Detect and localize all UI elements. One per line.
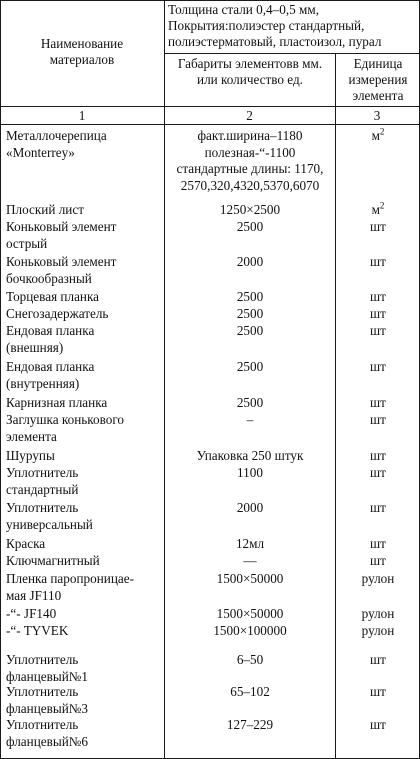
row-unit-flange-seal-6: шт <box>370 717 386 732</box>
row-unit-snow-guard: шт <box>370 306 386 321</box>
row-name-line: бочкообразный <box>6 270 92 286</box>
header-materials-name <box>4 36 160 68</box>
row-name-valley-outer <box>6 323 161 356</box>
row-name-flat-sheet <box>6 202 161 219</box>
row-name-tyvek <box>6 623 161 640</box>
row-name-metal-tile <box>6 128 161 161</box>
row-name-seal-standard <box>6 465 161 498</box>
row-name-line: Краска <box>6 536 46 551</box>
row-name-line: фланцевый№1 <box>6 668 88 684</box>
row-name-line: фланцевый№3 <box>6 700 88 716</box>
row-name-ridge-sharp <box>6 219 161 252</box>
header-coating-spec <box>168 2 418 50</box>
header-unit-line2: измерения <box>348 72 408 87</box>
row-size-tyvek: 1500×100000 <box>213 623 287 638</box>
row-name-line: Уплотнитель <box>6 500 79 515</box>
table-border-top <box>0 0 420 1</box>
row-name-line: мая JF110 <box>6 587 62 603</box>
row-size-metal-tile <box>166 128 334 194</box>
row-size-eaves-plank: 2500 <box>236 395 264 410</box>
row-size-line: полезная-“-1100 <box>204 144 296 160</box>
row-name-end-plank <box>6 289 161 306</box>
row-unit-tyvek: рулон <box>361 623 395 638</box>
row-name-line: Торцевая планка <box>6 289 100 304</box>
row-name-line: Коньковый элемент <box>6 219 117 234</box>
header-coating-spec-line3: полиэстерматовый, пластоизол, пурал <box>168 34 382 49</box>
row-name-line: Уплотнитель <box>6 465 79 480</box>
row-name-line: Шурупы <box>6 448 55 463</box>
row-name-line: Коньковый элемент <box>6 254 117 269</box>
row-size-vapor-film-jf110: 1500×50000 <box>216 571 284 586</box>
row-name-line: «Monterrey» <box>6 144 75 160</box>
row-name-flange-seal-6 <box>6 717 161 750</box>
row-size-flange-seal-6: 127–229 <box>226 717 274 732</box>
row-size-flat-sheet: 1250×2500 <box>219 202 281 217</box>
header-coating-spec-line2: Покрытия:полиэстер стандартный, <box>168 18 365 33</box>
unit-base: м <box>371 128 380 143</box>
number-row-divider <box>0 124 420 125</box>
header-divider <box>0 106 420 107</box>
header-divider-sub <box>164 53 420 54</box>
row-name-flange-seal-3 <box>6 684 161 717</box>
row-size-key-magnet: — <box>243 553 257 568</box>
row-unit-paint: шт <box>370 536 386 551</box>
row-size-valley-inner: 2500 <box>236 359 264 374</box>
row-name-seal-universal <box>6 500 161 533</box>
row-size-snow-guard: 2500 <box>236 306 264 321</box>
row-name-line: -“- JF140 <box>6 606 57 621</box>
column-number-3: 3 <box>373 108 381 123</box>
row-size-flange-seal-3: 65–102 <box>230 684 270 699</box>
row-size-line: 2570,320,4320,5370,6070 <box>180 177 320 193</box>
row-name-line: острый <box>6 235 48 251</box>
row-size-flange-seal-1: 6–50 <box>236 652 264 667</box>
row-name-line: Ключмагнитный <box>6 553 100 568</box>
column-number-2: 2 <box>246 108 253 123</box>
row-size-seal-universal: 2000 <box>236 500 264 515</box>
row-size-line: факт.ширина–1180 <box>197 128 303 143</box>
row-name-line: Ендовая планка <box>6 359 95 374</box>
row-name-valley-inner <box>6 359 161 392</box>
header-dimensions-line1: Габариты элементовв мм. <box>177 56 323 71</box>
row-name-line: Ендовая планка <box>6 323 95 338</box>
column-number-1: 1 <box>78 108 86 123</box>
header-materials-name-line1: Наименование <box>40 36 124 51</box>
row-name-screws <box>6 448 161 465</box>
row-size-ridge-cap: – <box>246 412 254 427</box>
row-name-ridge-barrel <box>6 254 161 287</box>
row-name-line: -“- TYVEK <box>6 623 69 638</box>
row-unit-flange-seal-3: шт <box>370 684 386 699</box>
row-name-jf140 <box>6 606 161 623</box>
row-unit-seal-standard: шт <box>370 465 386 480</box>
row-name-ridge-cap <box>6 412 161 445</box>
row-size-jf140: 1500×50000 <box>216 606 284 621</box>
row-name-vapor-film-jf110 <box>6 571 161 604</box>
unit-superscript: 2 <box>379 126 385 137</box>
row-unit-key-magnet: шт <box>370 553 386 568</box>
row-name-line: универсальный <box>6 516 93 532</box>
row-name-line: Заглушка конькового <box>6 412 125 427</box>
row-name-line: Уплотнитель <box>6 684 79 699</box>
row-name-line: Металлочерепица <box>6 128 107 143</box>
row-name-key-magnet <box>6 553 161 570</box>
header-coating-spec-line1: Толщина стали 0,4–0,5 мм, <box>168 2 320 17</box>
row-size-seal-standard: 1100 <box>237 465 263 480</box>
row-unit-screws: шт <box>370 448 386 463</box>
row-size-valley-outer: 2500 <box>236 323 264 338</box>
row-size-screws: Упаковка 250 штук <box>196 448 304 463</box>
row-name-line: Пленка паропроницае- <box>6 571 134 586</box>
row-unit-eaves-plank: шт <box>370 395 386 410</box>
header-unit-line1: Единица <box>353 56 403 71</box>
header-dimensions <box>166 56 334 88</box>
row-name-line: Карнизная планка <box>6 395 108 410</box>
row-unit-valley-inner: шт <box>370 359 386 374</box>
row-name-line: стандартный <box>6 481 79 497</box>
row-size-end-plank: 2500 <box>236 289 264 304</box>
row-name-paint <box>6 536 161 553</box>
row-unit-ridge-barrel: шт <box>370 254 386 269</box>
header-dimensions-line2: или количество ед. <box>197 72 303 87</box>
row-unit-vapor-film-jf110: рулон <box>361 571 395 586</box>
row-unit-flat-sheet <box>336 202 420 219</box>
row-unit-seal-universal: шт <box>370 500 386 515</box>
row-size-ridge-barrel: 2000 <box>236 254 264 269</box>
row-name-snow-guard <box>6 306 161 323</box>
row-size-paint: 12мл <box>235 536 265 551</box>
row-unit-valley-outer: шт <box>370 323 386 338</box>
row-size-line: стандартные длины: 1170, <box>176 161 324 177</box>
header-materials-name-line2: материалов <box>49 52 115 67</box>
row-name-line: Уплотнитель <box>6 652 79 667</box>
unit-base: м <box>371 202 380 217</box>
row-name-line: элемента <box>6 428 57 444</box>
header-unit-line3: элемента <box>352 88 404 103</box>
row-name-line: фланцевый№6 <box>6 733 88 749</box>
row-name-line: Плоский лист <box>6 202 84 217</box>
row-unit-flange-seal-1: шт <box>370 652 386 667</box>
row-unit-ridge-cap: шт <box>370 412 386 427</box>
row-name-line: (внешняя) <box>6 339 64 355</box>
unit-superscript: 2 <box>379 200 385 211</box>
row-unit-metal-tile <box>336 128 420 145</box>
row-unit-jf140: рулон <box>361 606 395 621</box>
row-name-flange-seal-1 <box>6 652 161 685</box>
row-name-eaves-plank <box>6 395 161 412</box>
row-unit-ridge-sharp: шт <box>370 219 386 234</box>
header-unit <box>336 56 420 104</box>
row-name-line: Снегозадержатель <box>6 306 109 321</box>
row-name-line: (внутренняя) <box>6 375 80 391</box>
row-name-line: Уплотнитель <box>6 717 79 732</box>
row-size-ridge-sharp: 2500 <box>236 219 264 234</box>
row-unit-end-plank: шт <box>370 289 386 304</box>
